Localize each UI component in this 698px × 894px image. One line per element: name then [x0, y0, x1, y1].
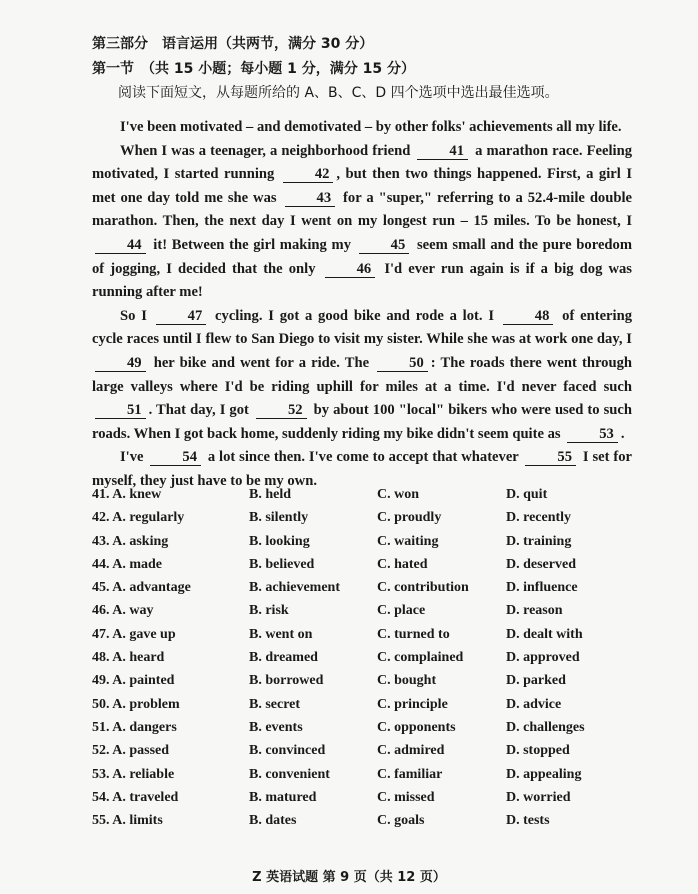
option-43-a: 43. A. asking	[92, 533, 169, 549]
option-row-49	[92, 673, 652, 696]
option-row-43	[92, 534, 652, 557]
blank-47: 47	[156, 308, 207, 325]
option-row-52	[92, 743, 652, 766]
option-50-c: C. principle	[377, 696, 448, 712]
option-48-d: D. approved	[506, 650, 580, 666]
option-55-a: 55. A. limits	[92, 813, 163, 829]
option-row-41	[92, 487, 652, 510]
passage	[92, 116, 632, 494]
blank-45: 45	[359, 237, 410, 254]
blank-49: 49	[95, 355, 146, 372]
option-46-a: 46. A. way	[92, 603, 154, 619]
passage-text: , but then two things happened. First, a girl I met one day told me she was	[92, 166, 632, 206]
blank-52: 52	[256, 402, 307, 419]
option-52-b: B. convinced	[249, 743, 326, 759]
option-45-b: B. achievement	[249, 580, 340, 596]
option-47-a: 47. A. gave up	[92, 626, 176, 642]
option-54-d: D. worried	[506, 789, 571, 805]
option-45-c: C. contribution	[377, 580, 469, 596]
option-41-b: B. held	[249, 487, 292, 502]
option-51-c: C. opponents	[377, 719, 456, 735]
option-45-a: 45. A. advantage	[92, 580, 191, 596]
blank-53: 53	[567, 426, 618, 443]
option-row-54	[92, 790, 652, 813]
option-50-b: B. secret	[249, 696, 301, 712]
option-55-c: C. goals	[377, 813, 425, 829]
option-row-50	[92, 697, 652, 720]
option-41-d: D. quit	[506, 487, 548, 502]
option-51-b: B. events	[249, 719, 303, 735]
passage-text: I set for myself, they just have to be my own.	[92, 449, 632, 489]
option-54-b: B. matured	[249, 789, 317, 805]
blank-50: 50	[377, 355, 428, 372]
option-53-d: D. appealing	[506, 766, 582, 782]
option-54-a: 54. A. traveled	[92, 789, 179, 805]
option-52-a: 52. A. passed	[92, 743, 170, 759]
option-43-d: D. training	[506, 533, 572, 549]
passage-paragraph-2	[92, 140, 632, 305]
option-45-d: D. influence	[506, 580, 578, 596]
passage-paragraph-1: I've been motivated – and demotivated – by other folks' achievements all my life.	[120, 119, 622, 135]
option-48-c: C. complained	[377, 650, 464, 666]
option-row-48	[92, 650, 652, 673]
page-footer: Z 英语试题 第 9 页（共 12 页）	[252, 870, 446, 885]
option-row-47	[92, 627, 652, 650]
option-row-51	[92, 720, 652, 743]
option-44-c: C. hated	[377, 556, 428, 572]
passage-text: . That day, I got	[148, 402, 253, 419]
option-53-c: C. familiar	[377, 766, 443, 782]
passage-text: .	[620, 425, 625, 442]
option-51-d: D. challenges	[506, 719, 585, 735]
passage-text: So I	[120, 307, 153, 324]
option-row-53	[92, 767, 652, 790]
option-44-d: D. deserved	[506, 556, 576, 572]
blank-48: 48	[503, 308, 554, 325]
option-53-b: B. convenient	[249, 766, 330, 782]
part-heading: 第三部分 语言运用（共两节，满分 30 分）	[92, 36, 374, 52]
passage-text: I've	[120, 449, 148, 466]
option-50-d: D. advice	[506, 696, 562, 712]
option-54-c: C. missed	[377, 789, 435, 805]
option-52-c: C. admired	[377, 743, 445, 759]
blank-55: 55	[525, 449, 576, 466]
passage-text: seem small and the pure boredom of jogging, I decided that the only	[92, 236, 632, 277]
passage-paragraph-3	[92, 305, 632, 447]
option-42-c: C. proudly	[377, 510, 442, 526]
option-47-b: B. went on	[249, 626, 313, 642]
option-52-d: D. stopped	[506, 743, 570, 759]
option-49-c: C. bought	[377, 673, 437, 689]
option-49-d: D. parked	[506, 673, 566, 689]
instruction-text: 阅读下面短文，从每题所给的 A、B、C、D 四个选项中选出最佳选项。	[118, 85, 559, 101]
option-47-c: C. turned to	[377, 626, 450, 642]
passage-text: by about 100 "local" bikers who were used to such roads. When I got back home, suddenly riding my bike didn't seem quite as	[92, 402, 632, 442]
passage-text: of entering cycle races until I flew to San Diego to visit my sister. While she was at work one day, I	[92, 307, 632, 348]
blank-42: 42	[283, 166, 334, 183]
option-row-45	[92, 580, 652, 603]
passage-text: a marathon race. Feeling motivated, I started running	[92, 142, 633, 183]
option-49-a: 49. A. painted	[92, 673, 175, 689]
option-49-b: B. borrowed	[249, 673, 324, 689]
option-48-b: B. dreamed	[249, 650, 318, 666]
option-53-a: 53. A. reliable	[92, 766, 175, 782]
passage-text: When I was a teenager, a neighborhood friend	[120, 142, 415, 159]
blank-51: 51	[95, 402, 146, 419]
passage-text: her bike and went for a ride. The	[148, 354, 375, 371]
passage-text: I'd ever run again is if a big dog was running after me!	[92, 260, 632, 301]
passage-text: cycling. I got a good bike and rode a lot. I	[209, 307, 500, 324]
answer-options	[92, 487, 652, 836]
option-41-a: 41. A. knew	[92, 487, 162, 502]
blank-41: 41	[417, 143, 468, 160]
option-42-d: D. recently	[506, 510, 572, 526]
option-row-44	[92, 557, 652, 580]
option-47-d: D. dealt with	[506, 626, 583, 642]
passage-text: : The roads there went through large valleys where I'd be riding uphill for miles at a time. I'd never faced such	[92, 354, 632, 395]
option-51-a: 51. A. dangers	[92, 719, 177, 735]
blank-44: 44	[95, 237, 146, 254]
option-44-a: 44. A. made	[92, 556, 162, 572]
passage-text: for a "super," referring to a 52.4-mile double marathon. Then, the next day I went on my longest run – 15 miles. To be honest, I	[92, 189, 632, 230]
blank-46: 46	[325, 261, 376, 278]
option-41-c: C. won	[377, 487, 420, 502]
option-row-55	[92, 813, 652, 836]
option-row-42	[92, 510, 652, 533]
section-heading: 第一节 （共 15 小题；每小题 1 分，满分 15 分）	[92, 61, 415, 77]
blank-43: 43	[285, 190, 336, 207]
option-42-a: 42. A. regularly	[92, 510, 185, 526]
option-44-b: B. believed	[249, 556, 315, 572]
option-43-c: C. waiting	[377, 533, 439, 549]
passage-text: a lot since then. I've come to accept that whatever	[203, 449, 523, 466]
option-55-d: D. tests	[506, 813, 550, 829]
option-46-b: B. risk	[249, 603, 289, 619]
option-43-b: B. looking	[249, 533, 310, 549]
option-50-a: 50. A. problem	[92, 696, 180, 712]
passage-text: it! Between the girl making my	[148, 236, 356, 253]
blank-54: 54	[150, 449, 201, 466]
option-42-b: B. silently	[249, 510, 309, 526]
option-row-46	[92, 603, 652, 626]
option-48-a: 48. A. heard	[92, 650, 165, 666]
option-55-b: B. dates	[249, 813, 297, 829]
option-46-c: C. place	[377, 603, 426, 619]
option-46-d: D. reason	[506, 603, 563, 619]
